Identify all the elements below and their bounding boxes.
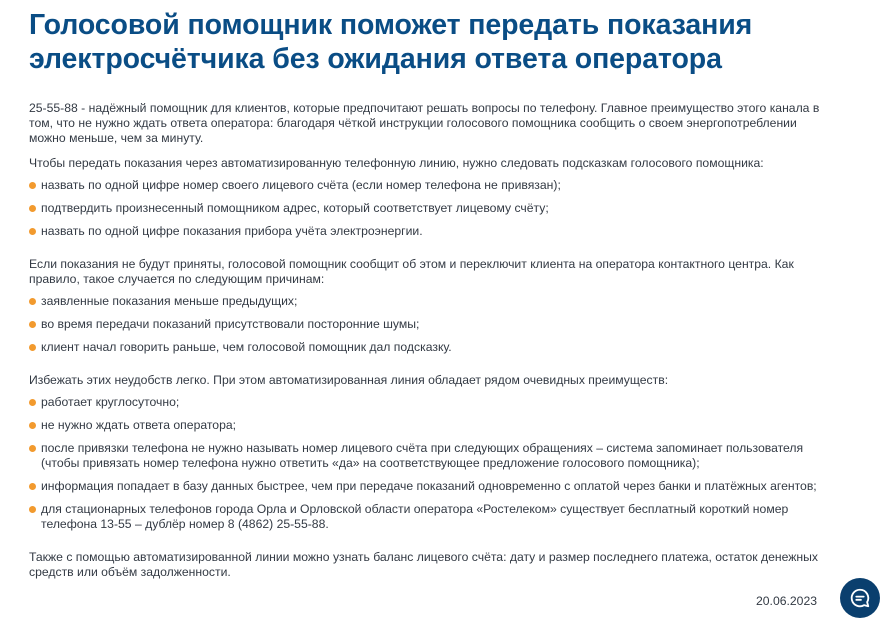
list-item: не нужно ждать ответа оператора; bbox=[29, 418, 829, 433]
list-item: заявленные показания меньше предыдущих; bbox=[29, 294, 829, 309]
bullet-icon bbox=[29, 483, 36, 490]
bullet-icon bbox=[29, 506, 36, 513]
bullet-icon bbox=[29, 298, 36, 305]
chat-button[interactable] bbox=[840, 578, 880, 618]
publication-date: 20.06.2023 bbox=[756, 594, 817, 608]
outro-paragraph: Также с помощью автоматизированной линии можно узнать баланс лицевого счёта: дату и размер последнего платежа, остаток денежных средств или объём задолженности. bbox=[29, 550, 819, 579]
steps-list bbox=[29, 178, 829, 239]
article bbox=[29, 8, 829, 580]
reasons-list bbox=[29, 294, 829, 355]
list-item: назвать по одной цифре показания прибора учёта электроэнергии. bbox=[29, 224, 829, 239]
list-item: после привязки телефона не нужно называть номер лицевого счёта при следующих обращениях – система запоминает пользователя (чтобы привязать номер телефона нужно ответить «да» на соответствующее предложение голосового помощника); bbox=[29, 441, 829, 471]
bullet-icon bbox=[29, 228, 36, 235]
list-item: назвать по одной цифре номер своего лицевого счёта (если номер телефона не привязан); bbox=[29, 178, 829, 193]
intro-paragraph: 25-55-88 - надёжный помощник для клиентов, которые предпочитают решать вопросы по телефону. Главное преимущество этого канала в том, что не нужно ждать ответа оператора: благодаря чёткой инструкции голосового помощника сообщить о своем энергопотреблении можно меньше, чем за минуту. bbox=[29, 101, 820, 145]
bullet-icon bbox=[29, 205, 36, 212]
list-item: подтвердить произнесенный помощником адрес, который соответствует лицевому счёту; bbox=[29, 201, 829, 216]
reasons-lead: Если показания не будут приняты, голосовой помощник сообщит об этом и переключит клиента на оператора контактного центра. Как правило, такое случается по следующим причинам: bbox=[29, 257, 794, 286]
list-item: клиент начал говорить раньше, чем голосовой помощник дал подсказку. bbox=[29, 340, 829, 355]
bullet-icon bbox=[29, 344, 36, 351]
bullet-icon bbox=[29, 321, 36, 328]
list-item: для стационарных телефонов города Орла и Орловской области оператора «Ростелеком» существует бесплатный короткий номер телефона 13-55 – дублёр номер 8 (4862) 25-55-88. bbox=[29, 502, 829, 532]
list-item: информация попадает в базу данных быстрее, чем при передаче показаний одновременно с оплатой через банки и платёжных агентов; bbox=[29, 479, 829, 494]
list-item: работает круглосуточно; bbox=[29, 395, 829, 410]
bullet-icon bbox=[29, 182, 36, 189]
bullet-icon bbox=[29, 445, 36, 452]
list-item: во время передачи показаний присутствовали посторонние шумы; bbox=[29, 317, 829, 332]
steps-lead: Чтобы передать показания через автоматизированную телефонную линию, нужно следовать подсказкам голосового помощника: bbox=[29, 156, 764, 170]
chat-bubble-icon bbox=[849, 587, 871, 609]
benefits-list bbox=[29, 395, 829, 532]
bullet-icon bbox=[29, 399, 36, 406]
bullet-icon bbox=[29, 422, 36, 429]
benefits-lead: Избежать этих неудобств легко. При этом автоматизированная линия обладает рядом очевидных преимуществ: bbox=[29, 373, 669, 387]
page-title: Голосовой помощник поможет передать показания электросчётчика без ожидания ответа оператора bbox=[29, 9, 753, 75]
